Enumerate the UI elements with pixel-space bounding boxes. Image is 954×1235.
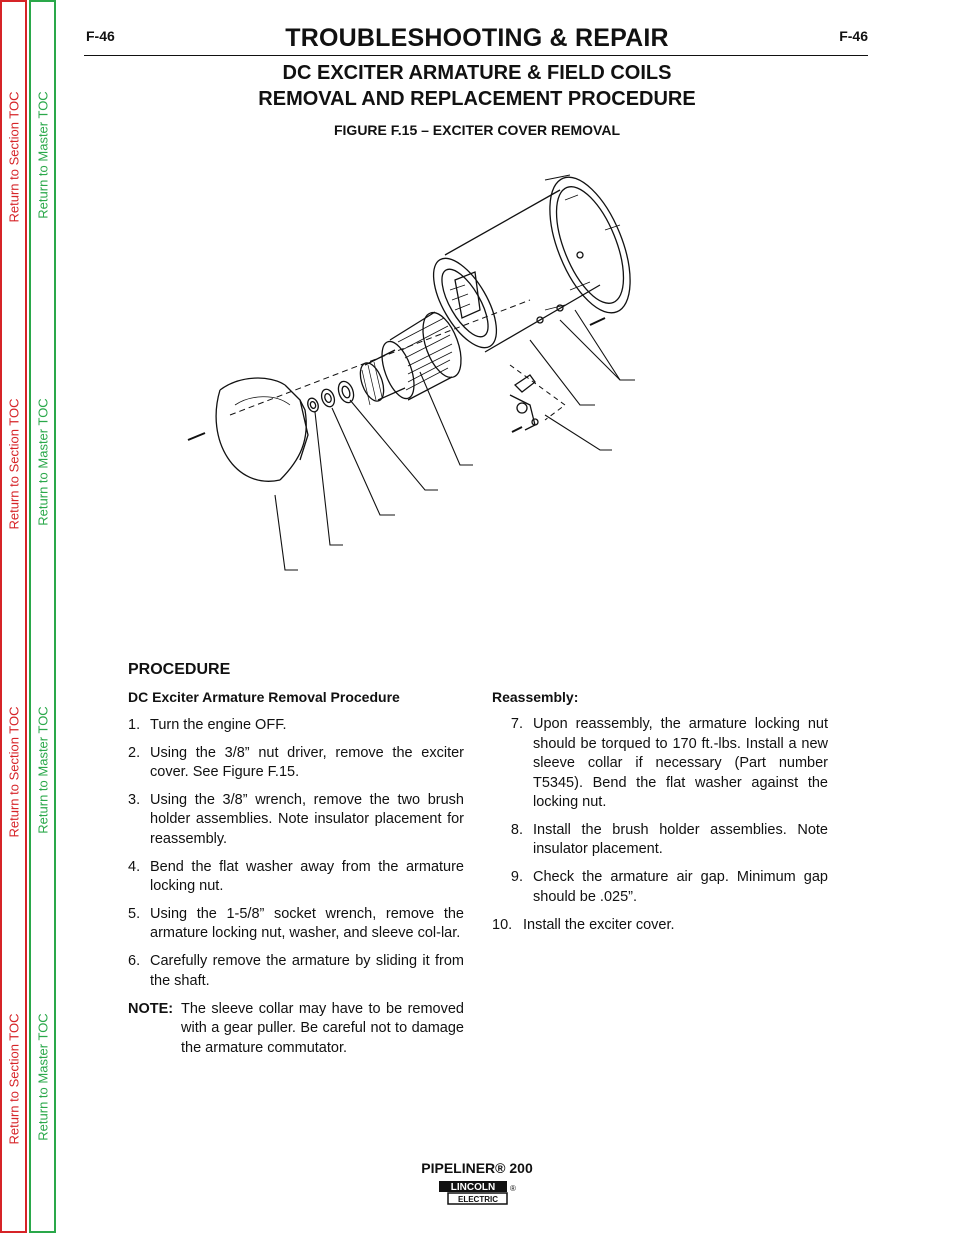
return-to-section-toc-link[interactable]: Return to Section TOC xyxy=(6,1013,21,1145)
step-number: 8. xyxy=(510,821,523,838)
reassembly-column xyxy=(492,688,828,943)
step-text: Install the brush holder assemblies. Note insulator placement. xyxy=(533,821,828,858)
step-text: Bend the flat washer away from the armature locking nut. xyxy=(150,858,464,895)
procedure-column xyxy=(128,660,464,1066)
lock-washer xyxy=(319,387,336,408)
step-number: 7. xyxy=(510,716,523,733)
procedure-heading: PROCEDURE xyxy=(128,661,231,678)
removal-subheading: DC Exciter Armature Removal Procedure xyxy=(128,689,400,706)
step-number: 5. xyxy=(128,906,141,923)
note-text: The sleeve collar may have to be removed with a gear puller. Be careful not to damage the armature commutator. xyxy=(181,1000,464,1056)
step-text: Check the armature air gap. Minimum gap should be .025”. xyxy=(533,869,828,905)
return-to-section-toc-link[interactable]: Return to Section TOC xyxy=(6,398,21,530)
step-number: 4. xyxy=(128,858,141,875)
step-text: Using the 3/8” nut driver, remove the exciter cover. See Figure F.15. xyxy=(150,744,464,781)
step-number: 1. xyxy=(128,716,141,733)
return-to-master-toc-link[interactable]: Return to Master TOC xyxy=(35,398,50,526)
step-number: 10. xyxy=(492,916,513,933)
step-text: Using the 3/8” wrench, remove the two brush holder assemblies. Note insulator placement for reassembly. xyxy=(150,792,464,847)
exciter-cover xyxy=(216,378,308,481)
reassembly-heading: Reassembly: xyxy=(492,689,579,705)
page-title: TROUBLESHOOTING & REPAIR xyxy=(285,24,669,52)
step-item xyxy=(128,716,464,735)
return-to-master-toc-link[interactable]: Return to Master TOC xyxy=(35,1013,50,1141)
step-number: 3. xyxy=(128,792,141,809)
figure-caption: FIGURE F.15 – EXCITER COVER REMOVAL xyxy=(333,122,620,138)
step-text: Using the 1-5/8” socket wrench, remove the armature locking nut, washer, and sleeve col-lar. xyxy=(150,906,464,942)
step-text: Carefully remove the armature by sliding it from the shaft. xyxy=(150,953,464,989)
model-name: PIPELINER® 200 xyxy=(421,1160,533,1176)
procedure-title xyxy=(0,60,954,112)
brush-holder-assembly xyxy=(510,375,538,432)
sidebar-master-toc xyxy=(29,0,56,1233)
header-rule xyxy=(84,55,868,56)
logo-registered-mark: ® xyxy=(510,1184,516,1193)
step-number: 6. xyxy=(128,953,141,970)
lincoln-electric-logo xyxy=(438,1180,518,1207)
step-item xyxy=(128,791,464,849)
step-item xyxy=(492,916,828,935)
step-number: 9. xyxy=(510,869,523,886)
procedure-title-line2: REMOVAL AND REPLACEMENT PROCEDURE xyxy=(258,88,696,110)
return-to-section-toc-link[interactable]: Return to Section TOC xyxy=(6,706,21,838)
step-text: Upon reassembly, the armature locking nut should be torqued to 170 ft.-lbs. Install a new sleeve collar if necessary (Part number T5345). Bend the flat washer against the locking nut. xyxy=(533,716,828,811)
step-text: Turn the engine OFF. xyxy=(150,716,287,733)
step-number: 2. xyxy=(128,744,141,761)
step-item xyxy=(492,715,828,812)
locking-nut xyxy=(306,397,320,414)
page-number-left: F-46 xyxy=(86,28,115,44)
sidebar-section-toc xyxy=(0,0,27,1233)
note-label: NOTE: xyxy=(128,1000,174,1017)
step-item xyxy=(492,868,828,907)
return-to-master-toc-link[interactable]: Return to Master TOC xyxy=(35,706,50,834)
step-item xyxy=(128,858,464,897)
step-item xyxy=(492,821,828,860)
exciter-exploded-diagram xyxy=(150,160,710,590)
return-to-section-toc-link[interactable]: Return to Section TOC xyxy=(6,91,21,223)
page-number-right: F-46 xyxy=(839,28,868,44)
step-text: Install the exciter cover. xyxy=(523,916,675,933)
note xyxy=(128,1000,464,1058)
return-to-master-toc-link[interactable]: Return to Master TOC xyxy=(35,91,50,219)
step-item xyxy=(128,744,464,783)
leader-lines xyxy=(275,310,635,570)
logo-text-top: LINCOLN xyxy=(450,1182,496,1193)
sleeve-collar xyxy=(336,379,357,404)
procedure-title-line1: DC EXCITER ARMATURE & FIELD COILS xyxy=(282,62,672,84)
logo-text-bottom: ELECTRIC xyxy=(458,1195,498,1204)
step-item xyxy=(128,952,464,991)
step-item xyxy=(128,905,464,944)
